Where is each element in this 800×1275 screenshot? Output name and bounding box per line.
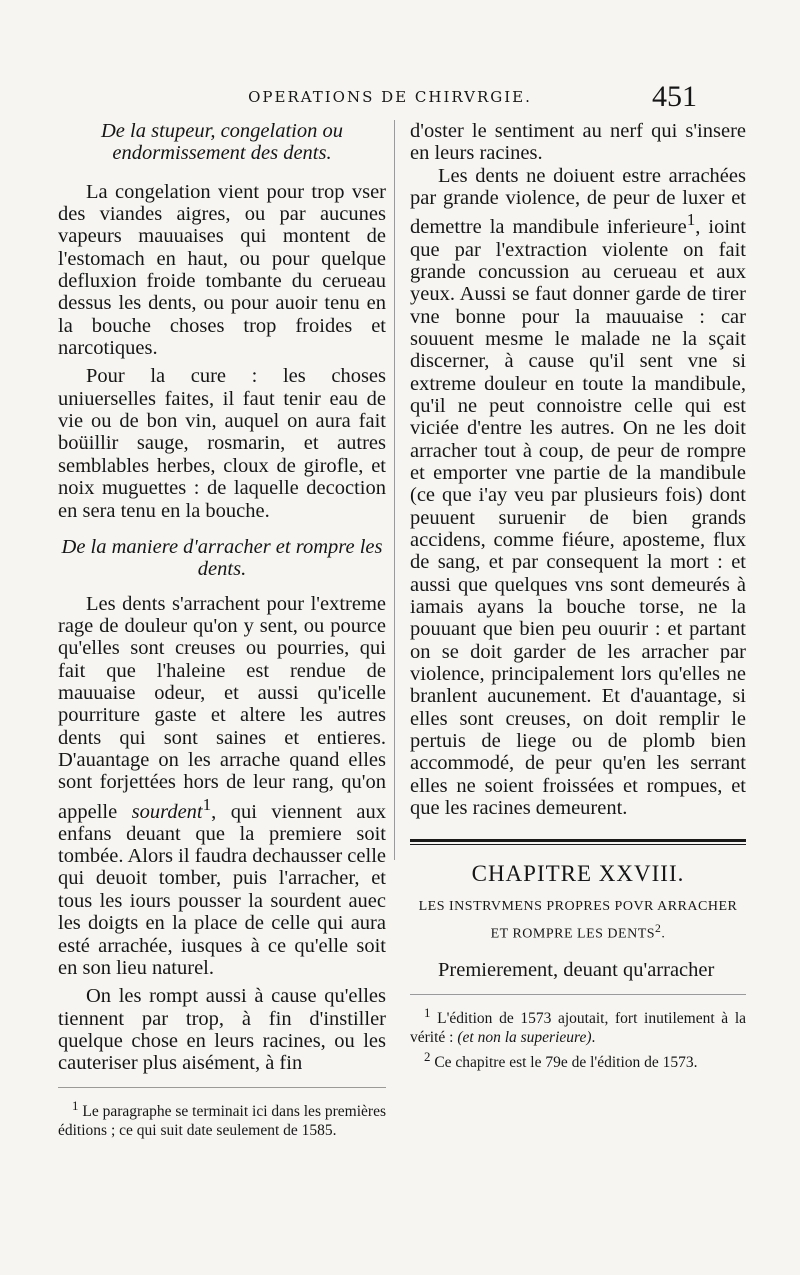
chapter-rule bbox=[410, 839, 746, 845]
right-column bbox=[410, 120, 746, 1170]
paragraph-violence bbox=[410, 165, 746, 820]
chapter-subtitle: LES INSTRVMENS PROPRES POVR ARRACHER ET ROMPRE LES DENTS$^2$. bbox=[418, 898, 738, 942]
paragraph-continued: d'oster le sentiment au nerf qui s'insere en leurs racines. bbox=[410, 120, 746, 165]
footnote-ref-1-left[interactable]: 1 bbox=[202, 794, 212, 814]
left-column bbox=[58, 120, 386, 1170]
paragraph-cure: Pour la cure : les choses uniuerselles faites, il faut tenir eau de vie ou de bon vin, auquel on aura fait boüillir sauge, rosmarin, et autres semblables herbes, cloux de girofle, et noix muguettes : de laquelle decoction en sera tenu en la bouche. bbox=[58, 365, 386, 522]
footnote-left bbox=[58, 1096, 386, 1140]
footnote-ref-1-right[interactable]: 1 bbox=[686, 210, 696, 230]
footnote-left-mark: 1 bbox=[72, 1097, 79, 1113]
section-heading-stupeur: De la stupeur, congelation ou endormissement des dents. bbox=[101, 120, 343, 165]
chapter-title: CHAPITRE XXVIII. bbox=[471, 861, 685, 887]
footnote-separator-right bbox=[410, 994, 746, 995]
footnote-right-2-mark: 2 bbox=[424, 1048, 431, 1064]
footnote-right-1: $^1$ L'édition de 1573 ajoutait, fort inutilement à la vérité : (et non la superieure). bbox=[410, 1004, 746, 1046]
footnote-separator-left bbox=[58, 1087, 386, 1088]
page-number: 451 bbox=[652, 80, 697, 113]
chapter-subtitle-text: LES INSTRVMENS PROPRES POVR ARRACHER ET ROMPRE LES DENTS bbox=[418, 898, 738, 942]
footnote-ref-2[interactable]: 2 bbox=[655, 921, 662, 935]
section-heading-arracher: De la maniere d'arracher et rompre les dents. bbox=[61, 535, 383, 581]
paragraph-arracher-text-b: , qui viennent aux enfans deuant que la premiere soit tombée. Alors il faudra dechausser celle qui deuoit tomber, puis l'arracher, et tous les iours pousser la sourdent auec les doigts en la place de celle qui aura esté arrachée, iusques à ce qu'elle soit en son lieu naturel. bbox=[58, 800, 386, 979]
paragraph-violence-text-b: , ioint que par l'extraction violente on fait grande concussion au cerueau et aux yeux. Aussi se faut donner garde de tirer vne bonne pour la mauuaise : car souuent mesme le malade ne la sçait discerner, à cause qu'il sent vne si extreme douleur en toute la mandibule, qu'il ne peut connoistre celle qui est viciée d'entre les autres. On ne les doit arracher tout à coup, de peur de rompre et emporter vne partie de la mandibule (ce que i'ay veu par plusieurs fois) dont peuuent suruenir de bien grands accidens, comme fiéure, aposteme, flux de sang, et par consequent la mort : et aussi que quelques vns sont demeurés à iamais ayans la bouche torse, ne la pouuant que bien peu ouurir : et partant on se doit garder de les arracher par violence, principalement lors qu'elles ne branlent aucunement. Et d'auantage, si elles sont creuses, on doit remplir le pertuis de liege ou de plomb bien accommodé, de peur qu'en les serrant elles ne soient froissées et rompues, et que les racines demeurent. bbox=[410, 216, 746, 820]
footnote-right-2-text: Ce chapitre est le 79e de l'édition de 1573. bbox=[434, 1054, 698, 1072]
column-divider bbox=[394, 120, 395, 860]
paragraph-arracher bbox=[58, 593, 386, 980]
paragraph-rompre: On les rompt aussi à cause qu'elles tiennent par trop, à fin d'instiller quelque chose en leurs racines, ou les cauteriser plus aisément, à fin bbox=[58, 985, 386, 1075]
footnote-right-1-italic: (et non la superieure) bbox=[457, 1028, 592, 1046]
paragraph-congelation: La congelation vient pour trop vser des viandes aigres, ou par aucunes vapeurs mauuaises qui montent de l'estomach en haut, ou pour quelque defluxion froide tombante du cerueau dessus les dents, ou pour auoir tenu en la bouche choses trop froides et narcotiques. bbox=[58, 180, 386, 360]
footnote-left-text: Le paragraphe se terminait ici dans les premières éditions ; ce qui suit date seulement de 1585. bbox=[58, 1102, 386, 1139]
footnote-right-1-mark: 1 bbox=[424, 1004, 431, 1020]
paragraph-arracher-text-a: Les dents s'arrachent pour l'extreme rage de douleur qu'on y sent, ou pource qu'elles sont creuses ou pourries, qui fait que l'haleine est rendue de mauuaise odeur, et aussi qu'icelle pourriture gaste et altere les autres dents qui sont saines et entieres. D'auantage on les arrache quand elles sont forjettées hors de leur rang, qu'on appelle bbox=[58, 592, 386, 823]
running-head: OPERATIONS DE CHIRVRGIE. bbox=[248, 88, 532, 106]
footnote-right-2 bbox=[410, 1047, 746, 1072]
paragraph-violence-text-a: Les dents ne doiuent estre arrachées par grande violence, de peur de luxer et demettre la mandibule inferieure bbox=[410, 164, 746, 239]
term-sourdent: sourdent bbox=[131, 800, 203, 823]
footnote-right-1-text: L'édition de 1573 ajoutait, fort inutilement à la vérité : bbox=[410, 1009, 746, 1046]
paragraph-premierement: Premierement, deuant qu'arracher bbox=[438, 959, 715, 982]
